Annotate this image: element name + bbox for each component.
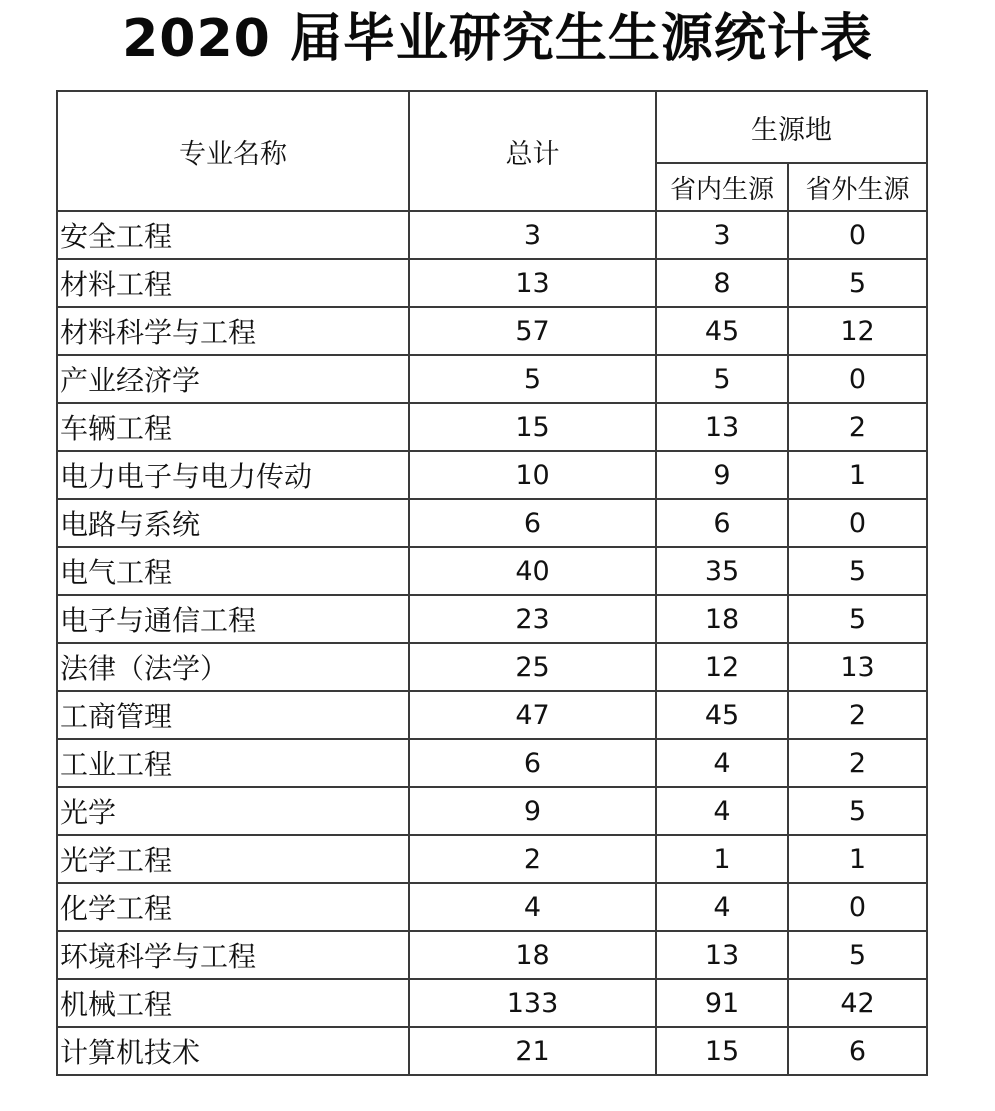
major-cell: 电路与系统 [57,499,409,547]
table-row [57,403,927,451]
out-province-cell: 5 [788,259,927,307]
out-province-cell: 42 [788,979,927,1027]
out-province-cell: 12 [788,307,927,355]
total-cell: 4 [409,883,656,931]
major-cell: 电气工程 [57,547,409,595]
out-province-cell: 5 [788,547,927,595]
table-row [57,355,927,403]
in-province-cell: 13 [656,403,788,451]
total-cell: 23 [409,595,656,643]
total-cell: 57 [409,307,656,355]
header-origin: 生源地 [656,91,927,163]
out-province-cell: 1 [788,451,927,499]
in-province-cell: 6 [656,499,788,547]
major-cell: 材料工程 [57,259,409,307]
in-province-cell: 45 [656,691,788,739]
out-province-cell: 5 [788,787,927,835]
in-province-cell: 4 [656,883,788,931]
out-province-cell: 5 [788,931,927,979]
major-cell: 机械工程 [57,979,409,1027]
table-row [57,691,927,739]
in-province-cell: 91 [656,979,788,1027]
major-cell: 计算机技术 [57,1027,409,1075]
out-province-cell: 5 [788,595,927,643]
table-body [57,211,927,1075]
major-cell: 环境科学与工程 [57,931,409,979]
table-row [57,1027,927,1075]
total-cell: 10 [409,451,656,499]
major-cell: 车辆工程 [57,403,409,451]
statistics-table [56,90,928,1076]
out-province-cell: 2 [788,739,927,787]
in-province-cell: 45 [656,307,788,355]
table-row [57,931,927,979]
table-row [57,211,927,259]
in-province-cell: 13 [656,931,788,979]
table-row [57,547,927,595]
out-province-cell: 0 [788,355,927,403]
in-province-cell: 4 [656,739,788,787]
in-province-cell: 9 [656,451,788,499]
table-row [57,739,927,787]
total-cell: 21 [409,1027,656,1075]
in-province-cell: 15 [656,1027,788,1075]
header-in-province: 省内生源 [656,163,788,211]
major-cell: 电力电子与电力传动 [57,451,409,499]
table-row [57,307,927,355]
major-cell: 安全工程 [57,211,409,259]
out-province-cell: 6 [788,1027,927,1075]
out-province-cell: 13 [788,643,927,691]
major-cell: 电子与通信工程 [57,595,409,643]
major-cell: 化学工程 [57,883,409,931]
out-province-cell: 1 [788,835,927,883]
major-cell: 材料科学与工程 [57,307,409,355]
table-row [57,835,927,883]
in-province-cell: 12 [656,643,788,691]
major-cell: 法律（法学） [57,643,409,691]
out-province-cell: 2 [788,691,927,739]
page-title: 2020 届毕业研究生生源统计表 [122,9,873,69]
total-cell: 15 [409,403,656,451]
in-province-cell: 1 [656,835,788,883]
total-cell: 47 [409,691,656,739]
in-province-cell: 8 [656,259,788,307]
in-province-cell: 35 [656,547,788,595]
table-row [57,979,927,1027]
header-major: 专业名称 [57,91,409,211]
in-province-cell: 5 [656,355,788,403]
total-cell: 9 [409,787,656,835]
total-cell: 6 [409,499,656,547]
total-cell: 5 [409,355,656,403]
major-cell: 产业经济学 [57,355,409,403]
total-cell: 13 [409,259,656,307]
table-row [57,451,927,499]
table-row [57,259,927,307]
in-province-cell: 18 [656,595,788,643]
table-row [57,499,927,547]
major-cell: 工业工程 [57,739,409,787]
major-cell: 工商管理 [57,691,409,739]
total-cell: 133 [409,979,656,1027]
out-province-cell: 0 [788,883,927,931]
table-row [57,643,927,691]
in-province-cell: 4 [656,787,788,835]
table-row [57,883,927,931]
out-province-cell: 0 [788,211,927,259]
total-cell: 40 [409,547,656,595]
total-cell: 2 [409,835,656,883]
header-out-province: 省外生源 [788,163,927,211]
total-cell: 25 [409,643,656,691]
total-cell: 18 [409,931,656,979]
table-row [57,787,927,835]
total-cell: 6 [409,739,656,787]
table-row [57,595,927,643]
in-province-cell: 3 [656,211,788,259]
out-province-cell: 2 [788,403,927,451]
header-total: 总计 [409,91,656,211]
major-cell: 光学 [57,787,409,835]
table-header [57,91,927,211]
out-province-cell: 0 [788,499,927,547]
major-cell: 光学工程 [57,835,409,883]
total-cell: 3 [409,211,656,259]
